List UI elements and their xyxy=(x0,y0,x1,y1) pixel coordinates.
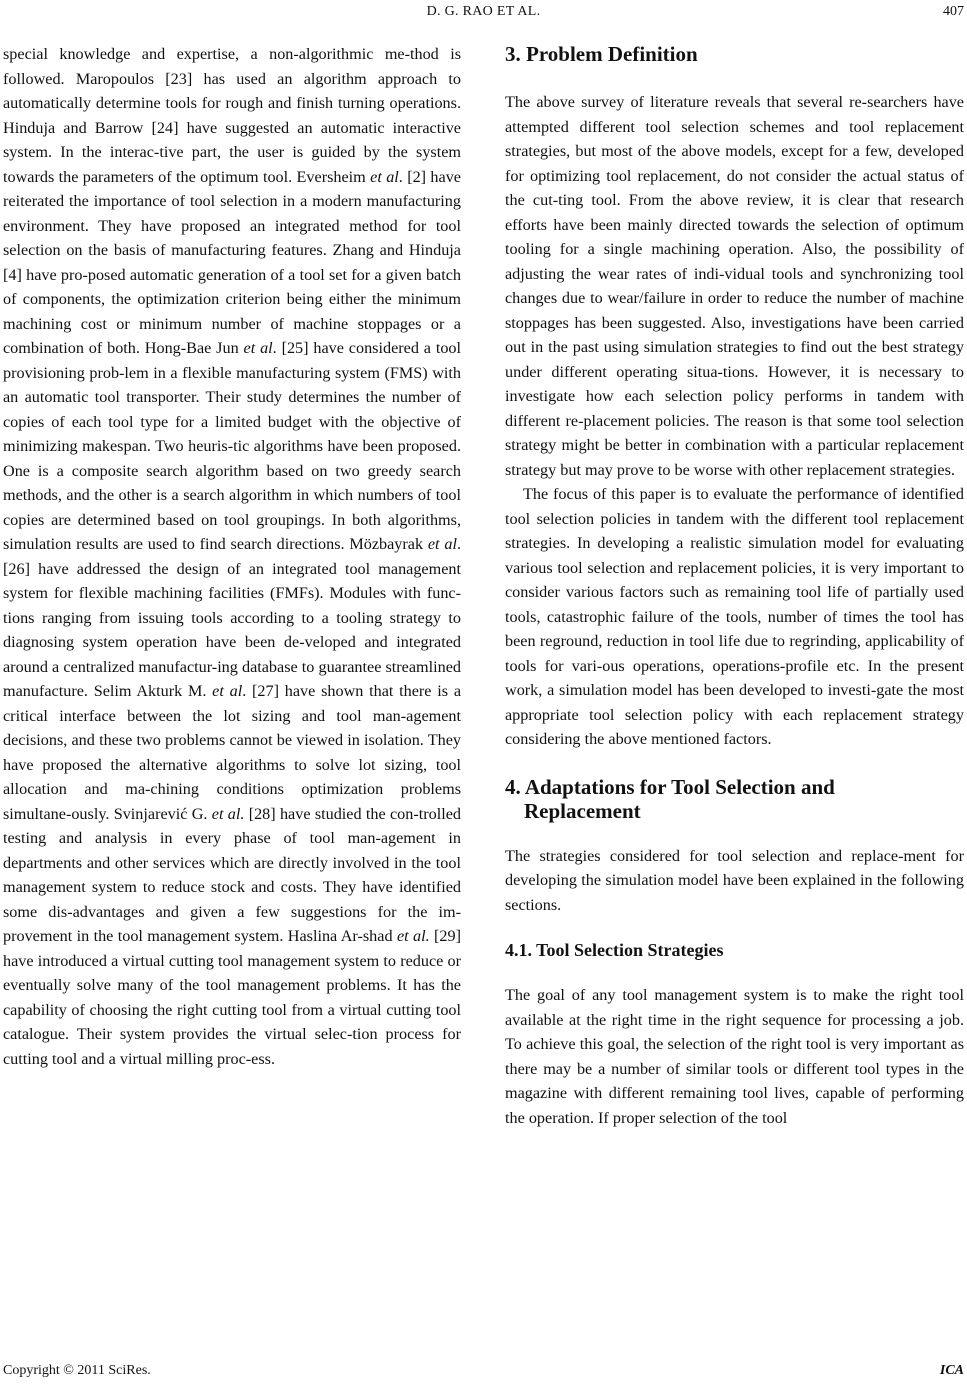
running-head-authors: D. G. RAO ET AL. xyxy=(426,4,541,19)
page-number: 407 xyxy=(943,4,964,19)
et-al-italic: et al xyxy=(370,167,399,186)
et-al-italic: et al. xyxy=(211,804,245,823)
text-run: [28] have studied the con-trolled testing and analysis in every phase of tool man-agement in departments and other services which are directly involved in the tool management system to reduce stock and costs. They have identified some dis-advantages and given a few suggestions for the im-provement in the tool management system. Haslina Ar-shad xyxy=(3,804,461,945)
section-3-paragraph-2: The focus of this paper is to evaluate the performance of identified tool selection policies in tandem with the different tool replacement strategies. In developing a realistic simulation model for evaluating various tool selection and replacement policies, it is very important to consider various factors such as remaining tool life of partially used tools, catastrophic failure of the tools, number of times the tool has been reground, reduction in tool life due to regrinding, applicability of tools for vari-ous operations, operations-profile etc. In the present work, a simulation model has been developed to investi-gate the most appropriate tool selection policy with each replacement strategy considering the above mentioned factors. xyxy=(505,485,964,748)
et-al-italic: et al xyxy=(427,535,457,553)
section-4-heading-line-2: Replacement xyxy=(524,798,641,823)
section-4-1-paragraph-1: The goal of any tool management system is to make the right tool available at the right time in the right sequence for processing a job. To achieve this goal, the selection of the right tool is very important as there may be a number of similar tools or different tool types in the magazine with different remaining tool lives, capable of performing the operation. If proper selection of the tool xyxy=(505,986,964,1127)
left-paragraph xyxy=(3,42,461,1071)
et-al-italic: et al xyxy=(243,339,273,357)
section-3-paragraph-1: The above survey of literature reveals that several re-searchers have attempted different tool selection schemes and tool replacement strategies, but most of the above models, except for a few, developed for optimizing tool replacement, do not consider the actual status of the cut-ting tool. From the above review, it is clear that research efforts have been mainly directed towards the selection of optimum tooling for a single machining operation. Also, the possibility of adjusting the wear rates of indi-vidual tools and synchronizing tool changes due to wear/failure in order to reduce the number of machine stoppages has been suggested. Also, investigations have been carried out in the past using simulation strategies to find out the best strategy under different operating situa-tions. However, it is necessary to investigate how each selection policy performs in tandem with different re-placement policies. The reason is that some tool selection strategy might be better in combination with a particular replacement strategy but may prove to be worse with other replacement strategies. xyxy=(505,93,964,479)
section-4-heading-line-1: 4. Adaptations for Tool Selection and xyxy=(505,774,835,799)
footer-journal: ICA xyxy=(939,1363,964,1378)
section-4-paragraph-1: The strategies considered for tool selection and replace-ment for developing the simulation model have been explained in the following sections. xyxy=(505,846,964,914)
right-column xyxy=(505,42,964,1130)
text-run: . [25] have considered a tool provisioning prob-lem in a flexible manufacturing system (FMS) with an automatic tool transporter. Their study determines the number of copies of each tool type for a limited budget with the objective of minimizing makespan. Two heuris-tic algorithms have been proposed. One is a composite search algorithm based on two greedy search methods, and the other is a search algorithm in which numbers of tool copies are determined based on tool groupings. In both algorithms, simulation results are used to find search directions. Mözbayrak xyxy=(3,339,462,553)
text-run: . [26] have addressed the design of an integrated tool management system for flexible machining facilities (FMFs). Modules with func-tions ranging from issuing tools according to a tooling strategy to diagnosing system operation have been de-veloped and integrated around a centralized manufactur-ing database to guarantee streamlined manufacture. Selim Akturk M. xyxy=(3,535,461,700)
section-4-heading xyxy=(505,775,964,823)
running-head xyxy=(0,4,967,24)
footer-copyright: Copyright © 2011 SciRes. xyxy=(3,1363,151,1378)
text-run: [29] have introduced a virtual cutting tool management system to reduce or eventually solve many of the tool management problems. It has the capability of choosing the right cutting tool from a virtual cutting tool catalogue. Their system provides the virtual selec-tion process for cutting tool and a virtual milling proc-ess. xyxy=(3,927,462,1068)
et-al-italic: et al. xyxy=(396,927,430,945)
text-run: . [27] have shown that there is a critical interface between the lot sizing and tool man-agement decisions, and these two problems cannot be viewed in isolation. They have proposed the alternative algorithms to solve lot sizing, tool allocation and ma-chining conditions optimization problems simultane-ously. Svinjarević G. xyxy=(3,682,462,823)
text-run: . [2] have reiterated the importance of tool selection in a modern manufacturing environment. They have proposed an integrated method for tool selection on the basis of manufacturing features. Zhang and Hinduja [4] have pro-posed automatic generation of a tool set for a given batch of components, the optimization criterion being either the minimum machining cost or minimum number of machine stoppages or a combination of both. Hong-Bae Jun xyxy=(3,167,461,357)
et-al-italic: et al xyxy=(212,682,243,700)
section-4-1-heading: 4.1. Tool Selection Strategies xyxy=(505,940,724,960)
section-3-heading: 3. Problem Definition xyxy=(505,42,698,66)
text-run: special knowledge and expertise, a non-algorithmic me-thod is followed. Maropoulos [23] has used an algorithm approach to automatically determine tools for rough and finish turning operations. Hinduja and Barrow [24] have suggested an automatic interactive system. In the interac-tive part, the user is guided by the system towards the parameters of the optimum tool. Eversheim xyxy=(3,45,461,186)
left-column xyxy=(3,42,461,1071)
